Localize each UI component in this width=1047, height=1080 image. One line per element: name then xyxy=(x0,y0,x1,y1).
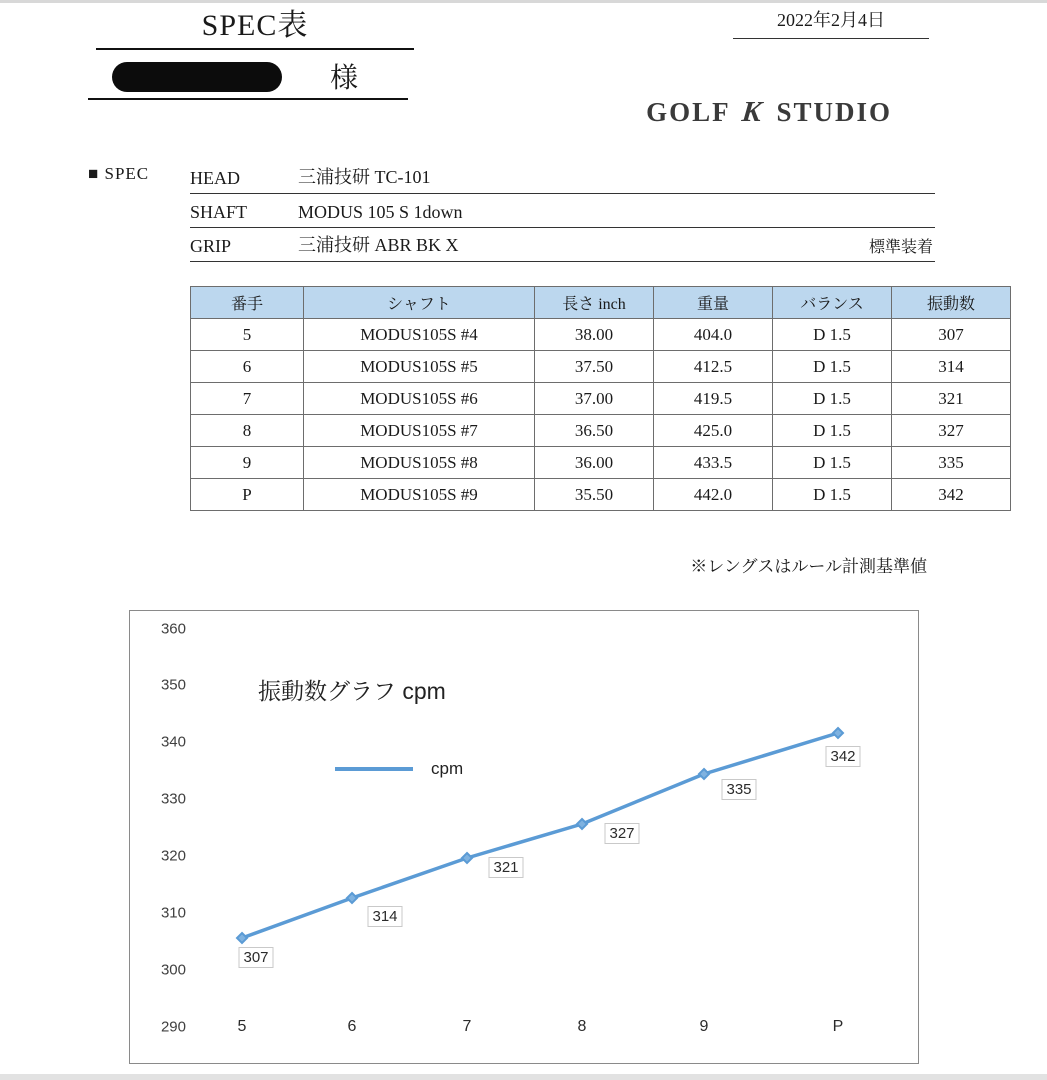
page-title: SPEC表 xyxy=(96,0,414,50)
cell-number: 6 xyxy=(191,351,304,383)
cell-length: 37.50 xyxy=(535,351,654,383)
table-footnote: ※レングスはルール計測基準値 xyxy=(690,557,927,576)
cell-cpm: 342 xyxy=(892,479,1011,511)
table-header-row xyxy=(191,287,1011,319)
cell-weight: 419.5 xyxy=(654,383,773,415)
spec-label-head: HEAD xyxy=(190,168,240,188)
cell-shaft: MODUS105S #6 xyxy=(304,383,535,415)
y-tick-340: 340 xyxy=(160,733,186,751)
cell-number: 8 xyxy=(191,415,304,447)
data-label-p: 342 xyxy=(825,746,860,767)
data-label-7: 321 xyxy=(488,857,523,878)
cell-weight: 412.5 xyxy=(654,351,773,383)
cell-weight: 404.0 xyxy=(654,319,773,351)
data-label-6: 314 xyxy=(367,906,402,927)
x-tick-6: 6 xyxy=(347,1018,357,1035)
column-header-shaft: シャフト xyxy=(304,287,535,319)
table-row xyxy=(191,319,1011,351)
cell-shaft: MODUS105S #7 xyxy=(304,415,535,447)
spec-row-grip xyxy=(190,228,935,262)
cell-length: 38.00 xyxy=(535,319,654,351)
club-spec-table xyxy=(190,286,1011,511)
cell-balance: D 1.5 xyxy=(773,351,892,383)
cell-balance: D 1.5 xyxy=(773,479,892,511)
y-tick-290: 290 xyxy=(160,1018,186,1036)
cell-shaft: MODUS105S #8 xyxy=(304,447,535,479)
cell-cpm: 314 xyxy=(892,351,1011,383)
customer-name-line xyxy=(88,58,408,100)
column-header-weight: 重量 xyxy=(654,287,773,319)
column-header-number: 番手 xyxy=(191,287,304,319)
cell-cpm: 307 xyxy=(892,319,1011,351)
cell-number: 9 xyxy=(191,447,304,479)
cell-balance: D 1.5 xyxy=(773,447,892,479)
y-tick-300: 300 xyxy=(160,961,186,979)
y-tick-310: 310 xyxy=(160,904,186,922)
issue-date: 2022年2月4日 xyxy=(733,6,929,39)
data-label-8: 327 xyxy=(604,823,639,844)
cell-number: 7 xyxy=(191,383,304,415)
table-row xyxy=(191,383,1011,415)
table-row xyxy=(191,447,1011,479)
brand-k-mark: K xyxy=(740,96,766,128)
spec-label-shaft: SHAFT xyxy=(190,202,248,222)
y-tick-360: 360 xyxy=(160,620,186,638)
studio-logo xyxy=(646,96,892,129)
spec-value-grip: 三浦技研 ABR BK X xyxy=(298,235,459,255)
column-header-cpm: 振動数 xyxy=(892,287,1011,319)
cell-shaft: MODUS105S #4 xyxy=(304,319,535,351)
y-tick-350: 350 xyxy=(160,676,186,694)
spec-value-head: 三浦技研 TC-101 xyxy=(298,167,431,187)
cell-balance: D 1.5 xyxy=(773,415,892,447)
spec-label-grip: GRIP xyxy=(190,236,232,256)
brand-right-text: STUDIO xyxy=(776,97,892,127)
table-row xyxy=(191,351,1011,383)
x-tick-5: 5 xyxy=(237,1018,247,1035)
cell-length: 35.50 xyxy=(535,479,654,511)
data-label-9: 335 xyxy=(721,779,756,800)
spec-note-grip: 標準装着 xyxy=(868,239,933,256)
x-tick-7: 7 xyxy=(462,1018,472,1035)
cell-cpm: 321 xyxy=(892,383,1011,415)
redaction-bar xyxy=(112,62,282,92)
x-axis xyxy=(130,611,918,1063)
spec-row-head xyxy=(190,160,935,194)
table-row xyxy=(191,479,1011,511)
x-tick-8: 8 xyxy=(577,1018,587,1035)
data-label-5: 307 xyxy=(238,947,273,968)
table-row xyxy=(191,415,1011,447)
cell-shaft: MODUS105S #9 xyxy=(304,479,535,511)
cell-number: P xyxy=(191,479,304,511)
cell-cpm: 327 xyxy=(892,415,1011,447)
cell-length: 37.00 xyxy=(535,383,654,415)
cell-length: 36.50 xyxy=(535,415,654,447)
cell-number: 5 xyxy=(191,319,304,351)
spec-note-head xyxy=(933,189,935,193)
cell-weight: 433.5 xyxy=(654,447,773,479)
spec-rows xyxy=(190,160,935,262)
spec-note-shaft xyxy=(933,223,935,227)
legend-label-cpm: cpm xyxy=(431,759,464,778)
y-tick-320: 320 xyxy=(160,847,186,865)
x-tick-9: 9 xyxy=(699,1018,709,1035)
cell-weight: 425.0 xyxy=(654,415,773,447)
brand-left-text: GOLF xyxy=(646,97,730,127)
spec-row-shaft xyxy=(190,194,935,228)
honorific-label: 様 xyxy=(330,63,359,94)
x-tick-p: P xyxy=(832,1018,844,1035)
spec-value-shaft: MODUS 105 S 1down xyxy=(298,202,463,222)
chart-title: 振動数グラフ cpm xyxy=(258,678,446,704)
cell-shaft: MODUS105S #5 xyxy=(304,351,535,383)
cell-weight: 442.0 xyxy=(654,479,773,511)
y-tick-330: 330 xyxy=(160,790,186,808)
spec-section-marker: ■ SPEC xyxy=(88,164,150,183)
scan-edge-bottom xyxy=(0,1074,1047,1080)
cell-balance: D 1.5 xyxy=(773,383,892,415)
cell-balance: D 1.5 xyxy=(773,319,892,351)
cpm-chart xyxy=(129,610,919,1064)
column-header-balance: バランス xyxy=(773,287,892,319)
cell-cpm: 335 xyxy=(892,447,1011,479)
column-header-length: 長さ inch xyxy=(535,287,654,319)
cell-length: 36.00 xyxy=(535,447,654,479)
